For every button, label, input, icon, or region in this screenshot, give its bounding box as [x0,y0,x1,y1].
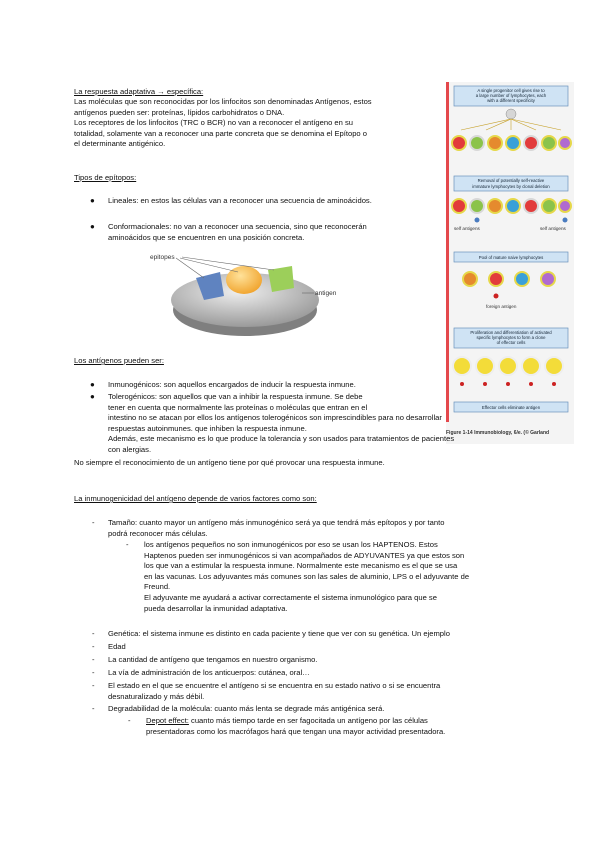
list-item-line: pueda desarrollar la inmunidad adaptativa. [144,603,288,613]
lymphocyte [515,272,529,286]
lymphocyte [470,136,484,150]
step-box-4-line: of effector cells [496,340,526,345]
heading-epitope-types: Tipos de epítopos: [74,173,137,182]
factor-quantity [108,655,317,666]
depot-effect-text: cuanto más tiempo tarde en ser fagocitada un antígeno por las células [188,716,428,725]
label-foreign-antigen: foreign antigen [486,304,517,309]
self-antigen-dot [563,218,568,223]
list-item-line: aminoácidos que se encuentren en una posición concreta. [108,232,305,242]
step-box-1-line: A single progenitor cell gives rise to [477,88,545,93]
dash-bullet: - [128,716,131,725]
step-box-4-line: specific lymphocytes to form a clone [476,335,546,340]
step-box-4-line: Proliferation and differentiation of activated [470,330,552,335]
list-item-line: Lineales: en estos las células van a reconocer una secuencia de aminoácidos. [108,196,372,205]
epitope-type-linear [108,196,372,207]
factor-state [108,681,440,702]
factor-size [108,518,444,539]
factor-age [108,642,126,653]
dash-bullet: - [126,540,129,549]
list-item-line: Degradabilidad de la molécula: cuanto más lenta se degrade más antigénica será. [108,704,385,713]
dash-bullet: - [92,681,95,690]
intro-line: Las moléculas que son reconocidas por los linfocitos son denominadas Antígenos, estos [74,97,372,106]
antigen-dot [552,382,556,386]
list-item-line: Edad [108,642,126,651]
list-item-line: respuestas autoinmunes. que inhiben la respuesta inmune. [108,423,307,433]
label-epitopes: epitopes [150,254,175,261]
intro-line: antígenos pueden ser: proteínas, lípidos carbohidratos o DNA. [74,107,285,117]
antigen-dot [460,382,464,386]
list-item-line: La vía de administración de los anticuerpos: cutánea, oral… [108,668,310,677]
dash-bullet: - [92,642,95,651]
self-antigen-dot [475,218,480,223]
label-self-antigens: self antigens [454,226,480,231]
dash-bullet: - [92,518,95,527]
list-item-line: El estado en el que se encuentre el antígeno si se encuentra en su estado nativo o si se encuentra [108,681,441,690]
list-item-line: Inmunogénicos: son aquellos encargados de inducir la respuesta inmune. [108,380,356,389]
intro-line: Los receptores de los linfocitos (TRC o BCR) no van a reconocer el antígeno en su [74,118,354,128]
progenitor-cell [506,109,516,119]
pointer-line [180,258,238,272]
bullet-icon: ● [90,196,95,205]
list-item-line: en las vacunas. Los adyuvantes más comunes son las sales de aluminio, LPS o el adyuvante de [144,571,470,581]
lymphocyte [506,136,520,150]
antigen-dot [506,382,510,386]
list-item-line: El adyuvante me ayudará a activar correctamente el sistema inmunológico para que se [144,592,437,602]
lymphocyte [542,136,556,150]
factor-route [108,668,310,679]
effector-cell [545,357,563,375]
dash-bullet: - [92,655,95,664]
effector-cell [522,357,540,375]
antigen-dot [483,382,487,386]
list-item-line: Haptenos pueden ser inmunogénicos si van acompañados de ADYUVANTES ya que estos son [144,550,465,560]
dash-bullet: - [92,629,95,638]
lymphocyte [542,199,556,213]
list-item-line: Conformacionales: no van a reconocer una secuencia, sino que reconocerán [108,222,367,231]
heading-immunogenicity-factors: La inmunogenicidad del antígeno depende de varios factores como son: [74,494,317,503]
dash-bullet: - [92,668,95,677]
heading-antigen-kinds: Los antígenos pueden ser: [74,356,164,365]
label-self-antigens: self antigens [540,226,566,231]
intro-line: el determinante antigénico. [74,139,166,149]
antigen-dot [529,382,533,386]
depot-effect-line [146,716,445,727]
list-item-line: los que van a estimular la respuesta inmune. Normalmente este mecanismo es el que se usa [144,561,458,571]
factor-size-haptens [144,540,469,614]
lymphocyte [524,136,538,150]
step-box-3-line: Pool of mature naive lymphocytes [478,255,544,260]
lymphocyte [452,199,466,213]
label-effector: Effector cells eliminate antigen [481,405,541,410]
pointer-line [176,258,204,278]
list-item-line: intestino no se atacan por ellos los antígenos tolerogénicos son imprescindibles para no desarrollar [108,413,442,423]
lymphocyte [463,272,477,286]
lymphocyte [559,200,571,212]
list-item-line: desnaturalizado y más débil. [108,691,205,701]
list-item-line: con alergias. [108,444,152,454]
epitope-type-conformational [108,222,367,243]
factor-genetics [108,629,450,640]
effector-cell [476,357,494,375]
figure-caption: Figure 1-14 Immunobiology, 6/e. (© Garland [446,430,550,436]
bullet-icon: ● [90,392,95,401]
epitope-illustration [150,248,350,340]
dash-bullet: - [92,704,95,713]
list-item-line: La cantidad de antígeno que tengamos en nuestro organismo. [108,655,318,664]
list-item-line: Además, este mecanismo es lo que produce la tolerancia y son usados para tratamientos de pacientes [108,434,455,444]
intro-paragraph [74,97,372,150]
list-item-line: Tolerogénicos: son aquellos que van a inhibir la respuesta inmune. Se debe [108,392,363,401]
lymphocyte [452,136,466,150]
lymphocyte [470,199,484,213]
pointer-line [182,257,274,270]
list-item-line: Genética: el sistema inmune es distinto en cada paciente y tiene que ver con su genética. Un ejemplo [108,629,450,638]
list-item-line: podrá reconocer más células. [108,528,208,538]
list-item-line: Freund. [144,582,171,592]
foreign-antigen-dot [494,294,499,299]
label-antigen: antigen [315,290,337,297]
lymphocyte [506,199,520,213]
step-box-2-line: immature lymphocytes by clonal deletion [472,184,550,189]
lymphocyte [541,272,555,286]
antigen-kind-tolerogenic [108,392,454,456]
lymphocyte [489,272,503,286]
depot-effect [146,716,445,737]
step-box-1-line: a large number of lymphocytes, each [475,93,547,98]
intro-line: totalidad, solamente van a reconocer una parte concreta que se denomina el Epítopo o [74,128,367,138]
lymphocyte [488,136,502,150]
depot-effect-line: presentadoras como los macrófagos hará que tengan una mayor actividad presentadora. [146,726,446,736]
lymphocyte [524,199,538,213]
bullet-icon: ● [90,222,95,231]
note-line: No siempre el reconocimiento de un antígeno tiene por qué provocar una respuesta inmune. [74,458,385,467]
clonal-selection-figure [446,82,574,444]
list-item-line: los antígenos pequeños no son inmunogénicos por eso se usan los HAPTENOS. Estos [144,540,438,549]
figure-accent-bar [446,82,449,422]
heading-adaptive-response: La respuesta adaptativa → específica: [74,87,204,96]
list-item-line: Tamaño: cuanto mayor un antígeno más inmunogénico será ya que tendrá más epítopos y por tanto [108,518,445,527]
list-item-line: tener en cuenta que normalmente las proteínas o moléculas que entran en el [108,402,368,412]
effector-cell [499,357,517,375]
lymphocyte [559,137,571,149]
lymphocyte [488,199,502,213]
effector-cell [453,357,471,375]
step-box-1-line: with a different specificity [487,98,535,103]
factor-degradability [108,704,385,715]
antigen-kind-immunogenic [108,380,356,391]
depot-effect-term: Depot effect: [146,716,189,725]
step-box-2-line: Removal of potentially self-reactive [477,178,545,183]
bullet-icon: ● [90,380,95,389]
